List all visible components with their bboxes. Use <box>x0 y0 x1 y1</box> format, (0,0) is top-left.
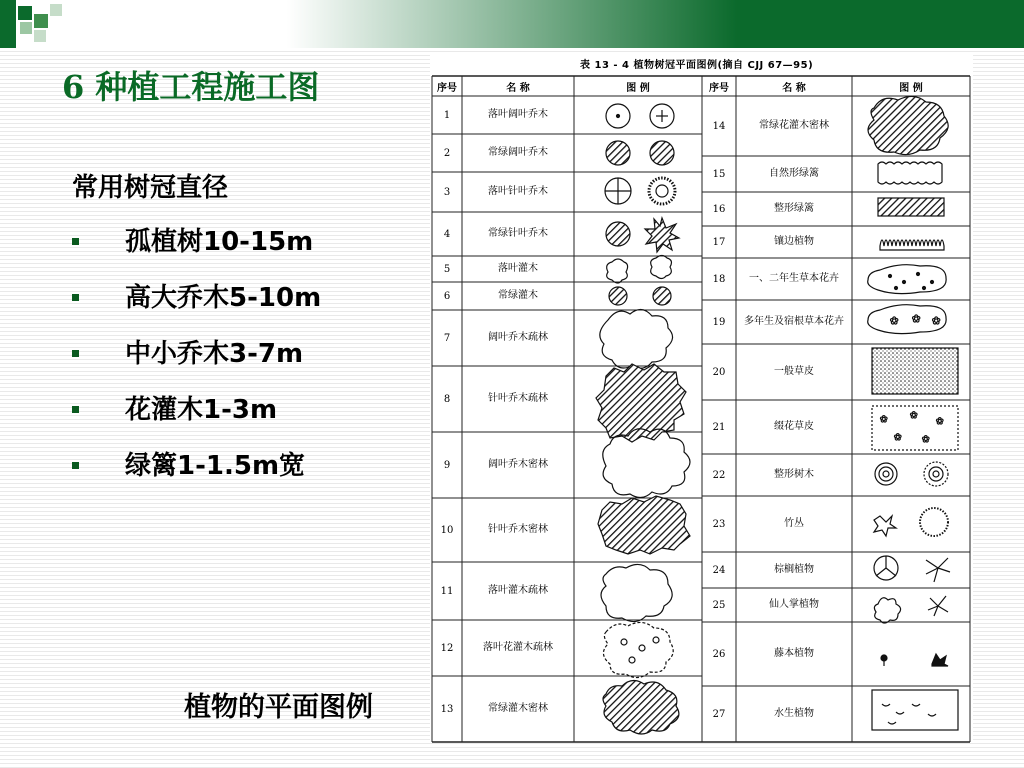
row-number: 23 <box>712 518 726 530</box>
symbol-evergreen-shrub <box>609 287 627 305</box>
row-name: 常绿灌木 <box>498 290 538 301</box>
row-name: 常绿花灌木密林 <box>759 120 829 131</box>
row-name: 落叶针叶乔木 <box>488 186 548 197</box>
symbol-evergreen-flowering-shrub-dense-forest <box>868 96 948 154</box>
row-number: 3 <box>443 186 451 198</box>
row-name: 一、二年生草本花卉 <box>749 273 839 284</box>
figure-caption: 植物的平面图例 <box>184 692 373 723</box>
row-name: 落叶灌木疏林 <box>488 585 548 596</box>
row-number: 16 <box>712 203 726 215</box>
row-name: 针叶乔木密林 <box>488 524 548 535</box>
row-number: 12 <box>440 642 454 654</box>
row-name: 阔叶乔木疏林 <box>488 332 548 343</box>
row-number: 18 <box>712 273 726 285</box>
row-number: 17 <box>712 236 726 248</box>
row-name: 整形树木 <box>774 469 814 480</box>
row-number: 1 <box>443 109 451 121</box>
symbol-bamboo-clump <box>874 508 948 536</box>
svg-text:✿: ✿ <box>922 435 930 445</box>
subheading: 常用树冠直径 <box>72 173 229 203</box>
row-name: 针叶乔木疏林 <box>488 393 548 404</box>
row-name: 整形绿篱 <box>774 203 814 214</box>
row-name: 自然形绿篱 <box>769 168 819 179</box>
symbol-broadleaf-dense-forest <box>603 429 690 498</box>
header-legend: 图 例 <box>899 82 923 94</box>
symbol-conifer-dense-forest <box>598 496 690 554</box>
svg-text:✿: ✿ <box>894 433 902 443</box>
symbol-formal-hedge <box>878 198 944 216</box>
bullet-item: 绿篱1-1.5m宽 <box>70 446 321 502</box>
svg-text:✿: ✿ <box>936 417 944 427</box>
row-name: 落叶灌木 <box>498 263 538 274</box>
row-number: 8 <box>443 393 451 405</box>
row-number: 6 <box>443 290 451 302</box>
row-name: 常绿阔叶乔木 <box>488 147 548 158</box>
row-number: 26 <box>712 648 726 660</box>
row-number: 5 <box>443 263 451 275</box>
symbol-deciduous-shrub <box>607 259 628 283</box>
row-name: 棕榈植物 <box>774 564 814 575</box>
row-number: 24 <box>712 564 726 576</box>
svg-text:✿: ✿ <box>932 316 941 327</box>
symbol-aquatic-plant <box>872 690 958 730</box>
symbol-edging-plant <box>880 240 944 250</box>
row-name: 多年生及宿根草本花卉 <box>744 316 844 327</box>
row-number: 20 <box>712 366 726 378</box>
symbol-lawn <box>872 348 958 394</box>
header-no: 序号 <box>437 82 457 94</box>
row-number: 4 <box>443 228 451 240</box>
bullet-item: 中小乔木3-7m <box>70 334 321 390</box>
page-title: 6 种植工程施工图 <box>62 68 320 106</box>
bullet-item: 孤植树10-15m <box>70 222 321 278</box>
symbol-topiary <box>875 462 948 486</box>
row-number: 7 <box>443 332 451 344</box>
bullet-item: 花灌木1-3m <box>70 390 321 446</box>
row-name: 藤本植物 <box>774 648 814 659</box>
row-number: 13 <box>440 703 454 715</box>
symbol-conifer-open-woodland <box>596 364 686 442</box>
row-number: 14 <box>712 120 726 132</box>
row-number: 10 <box>440 524 454 536</box>
svg-text:✿: ✿ <box>880 415 888 425</box>
row-name: 常绿灌木密林 <box>488 703 548 714</box>
symbol-palm <box>874 556 950 582</box>
row-name: 竹丛 <box>784 518 804 529</box>
row-number: 22 <box>712 469 726 481</box>
row-name: 水生植物 <box>774 708 814 719</box>
symbol-natural-hedge <box>878 162 942 184</box>
symbol-evergreen-broadleaf-tree <box>606 141 630 165</box>
row-number: 15 <box>712 168 726 180</box>
row-number: 9 <box>443 459 451 471</box>
symbol-vine <box>881 654 948 666</box>
row-name: 缀花草皮 <box>774 421 814 432</box>
symbol-cactus <box>874 596 948 623</box>
header-name: 名 称 <box>782 82 806 94</box>
row-number: 21 <box>712 421 726 433</box>
row-name: 常绿针叶乔木 <box>488 228 548 239</box>
symbol-broadleaf-open-woodland <box>600 309 673 368</box>
row-name: 阔叶乔木密林 <box>488 459 548 470</box>
row-number: 19 <box>712 316 726 328</box>
symbol-deciduous-shrub-open-woodland <box>601 564 672 621</box>
row-number: 2 <box>443 147 451 159</box>
row-name: 镶边植物 <box>774 236 814 247</box>
symbol-evergreen-shrub-dense-forest <box>603 680 679 734</box>
row-number: 25 <box>712 599 726 611</box>
symbol-flowering-shrub-open-woodland <box>603 622 673 677</box>
bullet-item: 高大乔木5-10m <box>70 278 321 334</box>
svg-text:✿: ✿ <box>912 314 921 325</box>
table-title: 表 13 - 4 植物树冠平面图例(摘自 CJJ 67—95) <box>580 60 814 71</box>
header-name: 名 称 <box>506 82 530 94</box>
row-name: 落叶阔叶乔木 <box>488 109 548 120</box>
row-name: 仙人掌植物 <box>769 599 819 610</box>
symbol-annual-flowers <box>868 265 946 294</box>
svg-text:✿: ✿ <box>910 411 918 421</box>
svg-text:✿: ✿ <box>890 316 899 327</box>
symbol-evergreen-conifer <box>606 222 630 246</box>
header-legend: 图 例 <box>626 82 650 94</box>
row-name: 一般草皮 <box>774 366 814 377</box>
row-name: 落叶花灌木疏林 <box>483 642 553 653</box>
row-number: 27 <box>712 708 726 720</box>
row-number: 11 <box>440 585 454 597</box>
header-no: 序号 <box>709 82 729 94</box>
